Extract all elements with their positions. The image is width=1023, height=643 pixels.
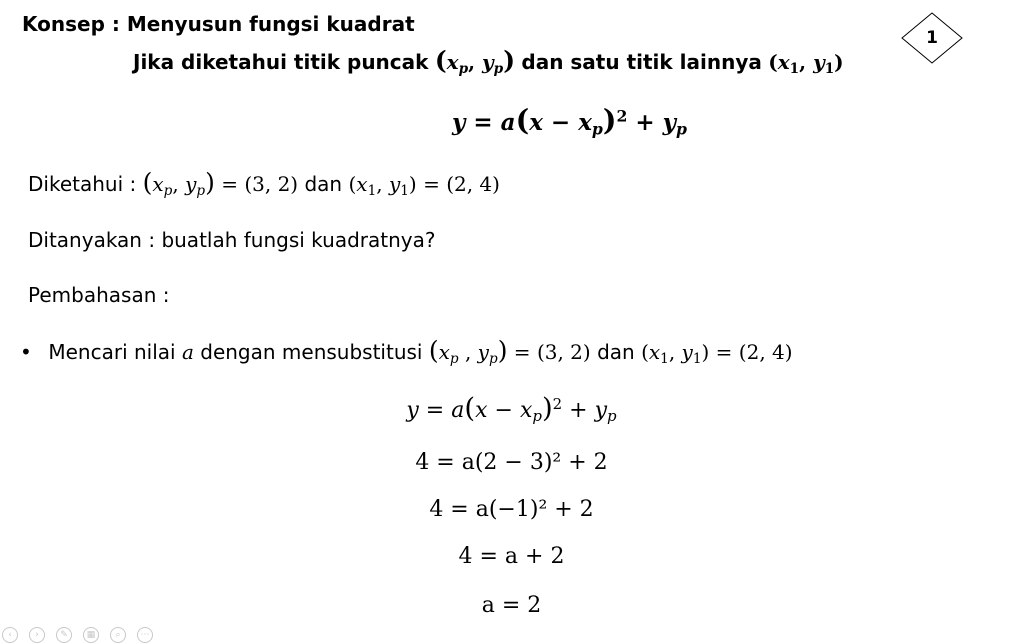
- known-vertex: ($x_p$, $y_p) = (3$, 2): [142, 168, 299, 199]
- bullet-variable: a: [181, 340, 194, 364]
- known-joiner: dan: [304, 172, 343, 196]
- step-1: 4 = a(2 − 3)² + 2: [415, 450, 608, 475]
- known-label: Diketahui :: [28, 172, 137, 196]
- bullet-text-after: dengan mensubstitusi: [200, 340, 423, 364]
- bullet-joiner: dan: [597, 340, 635, 364]
- bullet-vertex-value: (3, 2): [536, 340, 591, 364]
- vertex-form-formula: $y = a(x - x_p)^2 + y_p$: [452, 103, 687, 139]
- question-line: Ditanyakan : buatlah fungsi kuadratnya?: [28, 228, 436, 252]
- page-number: 1: [926, 28, 938, 48]
- bullet-text-before: Mencari nilai: [48, 340, 176, 364]
- more-icon[interactable]: ⋯: [137, 627, 153, 643]
- known-line: [28, 168, 500, 197]
- subtitle-prefix: Jika diketahui titik puncak: [133, 50, 429, 74]
- bullet-item: [20, 336, 793, 365]
- zoom-icon[interactable]: ⌕: [110, 627, 126, 643]
- subtitle-middle: dan satu titik lainnya: [521, 50, 762, 74]
- pen-icon[interactable]: ✎: [56, 627, 72, 643]
- step-4: a = 2: [481, 593, 542, 618]
- bullet-vertex: ($x_p$ , $y_p) = (3$, 2): [428, 336, 591, 367]
- bullet-point: ($x_1$, $y_1) = (2$, 4): [641, 340, 793, 367]
- vertex-form-formula-regular: $y = a(x - x_p)^2 + y_p$: [406, 392, 617, 426]
- known-point: ($x_1$, $y_1) = (2$, 4): [348, 172, 500, 199]
- slideshow-nav: [2, 622, 164, 639]
- next-icon[interactable]: ›: [29, 627, 45, 643]
- bullet-point-value: (2, 4): [738, 340, 793, 364]
- vertex-notation: ($x_p$, $y_p$): [434, 46, 516, 77]
- previous-icon[interactable]: ‹: [2, 627, 18, 643]
- bullet-icon: •: [20, 340, 32, 364]
- slides-icon[interactable]: ▦: [83, 627, 99, 643]
- subtitle-line: [133, 46, 844, 75]
- point-notation: ($x_1$, $y_1$): [768, 50, 844, 77]
- known-vertex-value: (3, 2): [244, 172, 299, 196]
- step-2: 4 = a(−1)² + 2: [429, 497, 594, 522]
- discussion-label: Pembahasan :: [28, 283, 170, 307]
- page-title: Konsep : Menyusun fungsi kuadrat: [22, 12, 415, 36]
- step-3: 4 = a + 2: [458, 544, 565, 569]
- known-point-value: (2, 4): [446, 172, 500, 196]
